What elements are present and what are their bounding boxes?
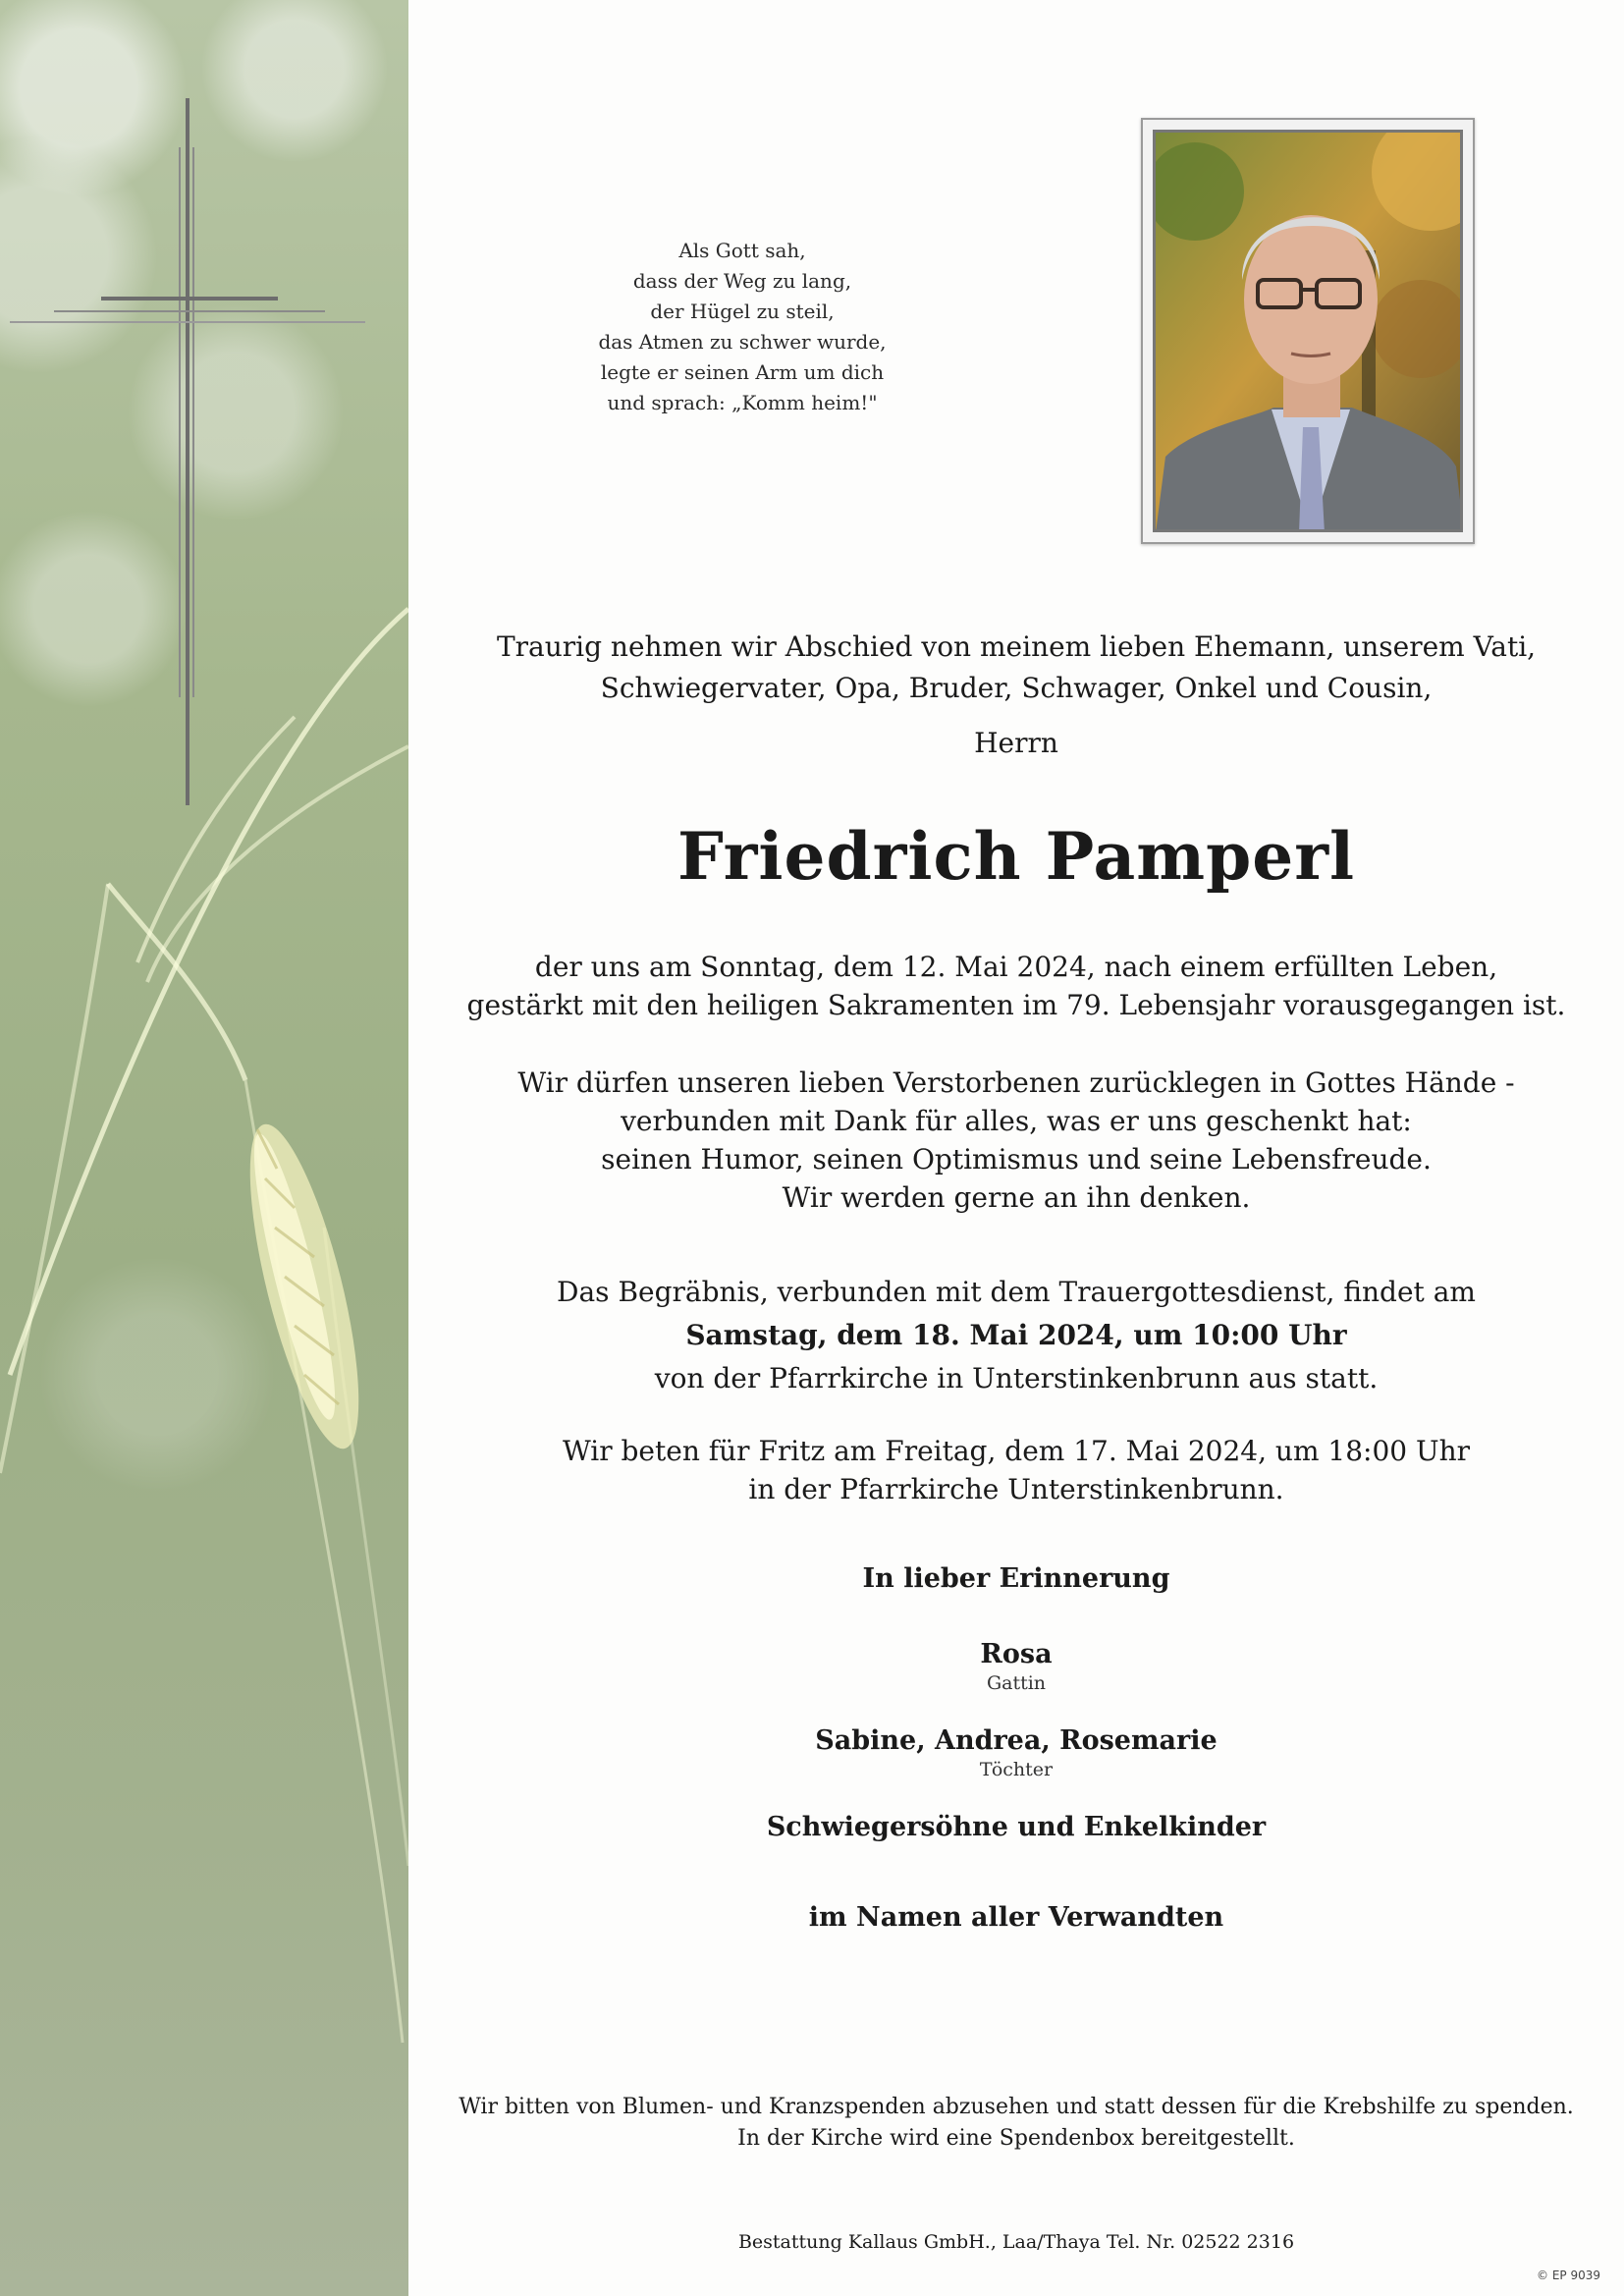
signatures: [408, 1561, 1624, 1935]
poem-line: der Hügel zu steil,: [650, 300, 835, 323]
portrait-photo: [1153, 130, 1463, 532]
passing-line: der uns am Sonntag, dem 12. Mai 2024, nach einem erfüllten Leben,: [534, 951, 1498, 983]
poem-line: und sprach: „Komm heim!": [607, 391, 878, 414]
undertaker-info: Bestattung Kallaus GmbH., Laa/Thaya Tel. Nr. 02522 2316: [737, 2231, 1295, 2253]
wife-role: Gattin: [986, 1672, 1047, 1694]
funeral-intro: Das Begräbnis, verbunden mit dem Trauergottesdienst, findet am: [557, 1276, 1476, 1308]
donation-line: Wir bitten von Blumen- und Kranzspenden abzusehen und statt dessen für die Krebshilfe zu spenden.: [459, 2095, 1574, 2119]
poem-line: Als Gott sah,: [678, 239, 806, 262]
tribute-line: seinen Humor, seinen Optimismus und seine Lebensfreude.: [601, 1143, 1432, 1175]
funeral-datetime: Samstag, dem 18. Mai 2024, um 10:00 Uhr: [685, 1319, 1347, 1351]
cross-icon: [0, 0, 408, 2296]
intro-line: Schwiegervater, Opa, Bruder, Schwager, Onkel und Cousin,: [600, 672, 1433, 704]
intro-line: Traurig nehmen wir Abschied von meinem lieben Ehemann, unserem Vati,: [496, 630, 1537, 663]
passing-line: gestärkt mit den heiligen Sakramenten im 79. Lebensjahr vorausgegangen ist.: [466, 989, 1566, 1021]
poem-line: legte er seinen Arm um dich: [600, 360, 885, 384]
prayer-line: Wir beten für Fritz am Freitag, dem 17. Mai 2024, um 18:00 Uhr: [562, 1435, 1471, 1467]
passing-text: [408, 948, 1624, 1024]
poem-line: das Atmen zu schwer wurde,: [598, 330, 887, 354]
tribute-line: verbunden mit Dank für alles, was er uns geschenkt hat:: [621, 1105, 1412, 1137]
funeral-info: [408, 1271, 1624, 1400]
deceased-name: Friedrich Pamperl: [677, 818, 1356, 895]
wife-name: Rosa: [980, 1639, 1053, 1669]
relatives-line: im Namen aller Verwandten: [808, 1902, 1224, 1933]
poem-line: dass der Weg zu lang,: [632, 269, 852, 293]
donation-line: In der Kirche wird eine Spendenbox bereitgestellt.: [737, 2126, 1295, 2151]
tribute-line: Wir werden gerne an ihn denken.: [782, 1181, 1251, 1214]
signatures-heading: In lieber Erinnerung: [862, 1563, 1170, 1594]
decorative-side-panel: [0, 0, 408, 2296]
tribute-line: Wir dürfen unseren lieben Verstorbenen zurücklegen in Gottes Hände -: [517, 1066, 1515, 1099]
portrait-photo-frame: [1141, 118, 1475, 544]
prayer-line: in der Pfarrkirche Unterstinkenbrunn.: [748, 1473, 1284, 1505]
tribute-text: [408, 1064, 1624, 1217]
donation-note: [408, 2092, 1624, 2155]
document-code: © EP 9039: [1537, 2269, 1600, 2282]
obituary-content: [408, 0, 1624, 2296]
intro-text: [408, 627, 1624, 709]
funeral-location: von der Pfarrkirche in Unterstinkenbrunn aus statt.: [654, 1362, 1379, 1394]
portrait-illustration: [1156, 133, 1463, 532]
prayer-info: [408, 1432, 1624, 1508]
salutation: Herrn: [974, 727, 1058, 759]
daughters-names: Sabine, Andrea, Rosemarie: [815, 1725, 1218, 1756]
extended-family: Schwiegersöhne und Enkelkinder: [766, 1812, 1267, 1842]
daughters-role: Töchter: [979, 1759, 1054, 1780]
poem: [585, 236, 899, 418]
